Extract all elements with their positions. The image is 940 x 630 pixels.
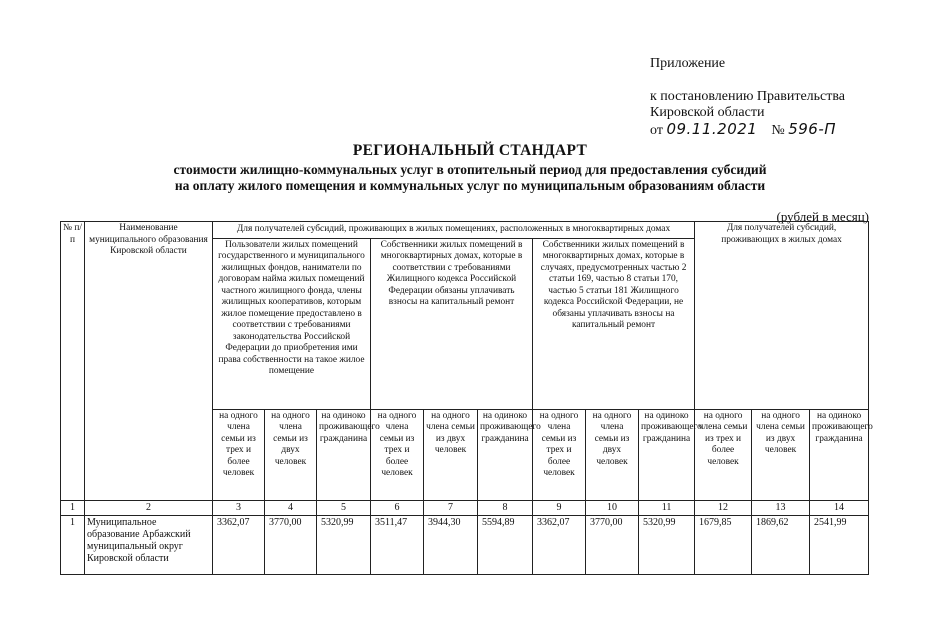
column-number: 4 bbox=[265, 500, 317, 515]
table-cell: 3770,00 bbox=[265, 515, 317, 574]
table-cell: 3511,47 bbox=[371, 515, 424, 574]
table-cell: 5320,99 bbox=[639, 515, 695, 574]
table-cell: 3944,30 bbox=[424, 515, 478, 574]
header-sub-owners-exempt: Собственники жилых помещений в многоквартирных домах, которые в случаях, предусмотренных частью 2 статьи 169, частью 8 статьи 170, частью 5 статьи 181 Жилищного кодекса Российской Федерации, не обязаны уплачивать взносы на капитальный ремонт bbox=[533, 238, 695, 409]
column-number: 7 bbox=[424, 500, 478, 515]
row-number: 1 bbox=[61, 515, 85, 574]
document-subtitle-1: стоимости жилищно-коммунальных услуг в отопительный период для предоставления субсидий bbox=[173, 162, 767, 177]
table-cell: 1869,62 bbox=[752, 515, 810, 574]
column-number: 3 bbox=[213, 500, 265, 515]
column-number: 2 bbox=[85, 500, 213, 515]
header-two-members: на одного члена семьи из двух человек bbox=[265, 409, 317, 500]
unit-label: (рублей в месяц) bbox=[776, 209, 869, 224]
header-single: на одиноко проживающего гражданина bbox=[317, 409, 371, 500]
decree-number: 596-П bbox=[788, 120, 837, 138]
appendix-date-row bbox=[650, 121, 845, 139]
column-number: 9 bbox=[533, 500, 586, 515]
header-three-members: на одного члена семьи из трех и более человек bbox=[533, 409, 586, 500]
column-number: 5 bbox=[317, 500, 371, 515]
table-cell: 5594,89 bbox=[478, 515, 533, 574]
table-cell: 1679,85 bbox=[695, 515, 752, 574]
table-cell: 3362,07 bbox=[213, 515, 265, 574]
decree-date: 09.11.2021 bbox=[666, 120, 758, 138]
header-three-members: на одного члена семьи из трех и более человек bbox=[371, 409, 424, 500]
appendix-line2: Кировской области bbox=[650, 105, 765, 120]
appendix-block bbox=[650, 56, 845, 139]
column-number: 6 bbox=[371, 500, 424, 515]
standard-table bbox=[60, 221, 873, 575]
column-number: 8 bbox=[478, 500, 533, 515]
header-single: на одиноко проживающего гражданина bbox=[639, 409, 695, 500]
header-two-members: на одного члена семьи из двух человек bbox=[752, 409, 810, 500]
column-number: 11 bbox=[639, 500, 695, 515]
header-row-1 bbox=[61, 222, 869, 239]
header-sub-owners-pay: Собственники жилых помещений в многоквартирных домах, которые в соответствии с требованиями Жилищного кодекса Российской Федерации обязаны уплачивать взносы на капитальный ремонт bbox=[371, 238, 533, 409]
column-number: 10 bbox=[586, 500, 639, 515]
header-three-members: на одного члена семьи из трех и более человек bbox=[695, 409, 752, 500]
column-number: 14 bbox=[810, 500, 869, 515]
column-number: 13 bbox=[752, 500, 810, 515]
header-three-members: на одного члена семьи из трех и более человек bbox=[213, 409, 265, 500]
header-two-members: на одного члена семьи из двух человек bbox=[424, 409, 478, 500]
table-cell: 3770,00 bbox=[586, 515, 639, 574]
municipality-name: Муниципальное образование Арбажский муниципальный округ Кировской области bbox=[85, 515, 213, 574]
table-cell: 5320,99 bbox=[317, 515, 371, 574]
header-group-apartments: Для получателей субсидий, проживающих в жилых помещениях, расположенных в многоквартирных домах bbox=[213, 222, 695, 239]
header-single: на одиноко проживающего гражданина bbox=[478, 409, 533, 500]
column-number: 1 bbox=[61, 500, 85, 515]
header-two-members: на одного члена семьи из двух человек bbox=[586, 409, 639, 500]
document-title: РЕГИОНАЛЬНЫЙ СТАНДАРТ bbox=[352, 142, 588, 159]
header-sub-tenants: Пользователи жилых помещений государственного и муниципального жилищных фондов, наниматели по договорам найма жилых помещений частного жилищного фонда, члены жилищных кооперативов, которым жилое помещение предоставлено в соответствии с требованиями законодательства Российской Федерации до приобретения ими права собственности на такое жилое помещение bbox=[213, 238, 371, 409]
header-col-name: Наименование муниципального образования Кировской области bbox=[85, 222, 213, 501]
date-prefix: от bbox=[650, 123, 663, 138]
title-block bbox=[0, 142, 940, 194]
table-cell: 3362,07 bbox=[533, 515, 586, 574]
header-single: на одиноко проживающего гражданина bbox=[810, 409, 869, 500]
column-number: 12 bbox=[695, 500, 752, 515]
table-cell: 2541,99 bbox=[810, 515, 869, 574]
table-row bbox=[61, 515, 869, 574]
header-col-num: № п/п bbox=[61, 222, 85, 501]
appendix-label: Приложение bbox=[650, 56, 726, 71]
header-group-houses: Для получателей субсидий, проживающих в жилых домах bbox=[695, 222, 869, 410]
column-number-row bbox=[61, 500, 869, 515]
document-subtitle-2: на оплату жилого помещения и коммунальных услуг по муниципальным образованиям области bbox=[174, 178, 766, 193]
appendix-line1: к постановлению Правительства bbox=[650, 89, 846, 104]
number-prefix: № bbox=[771, 123, 785, 138]
